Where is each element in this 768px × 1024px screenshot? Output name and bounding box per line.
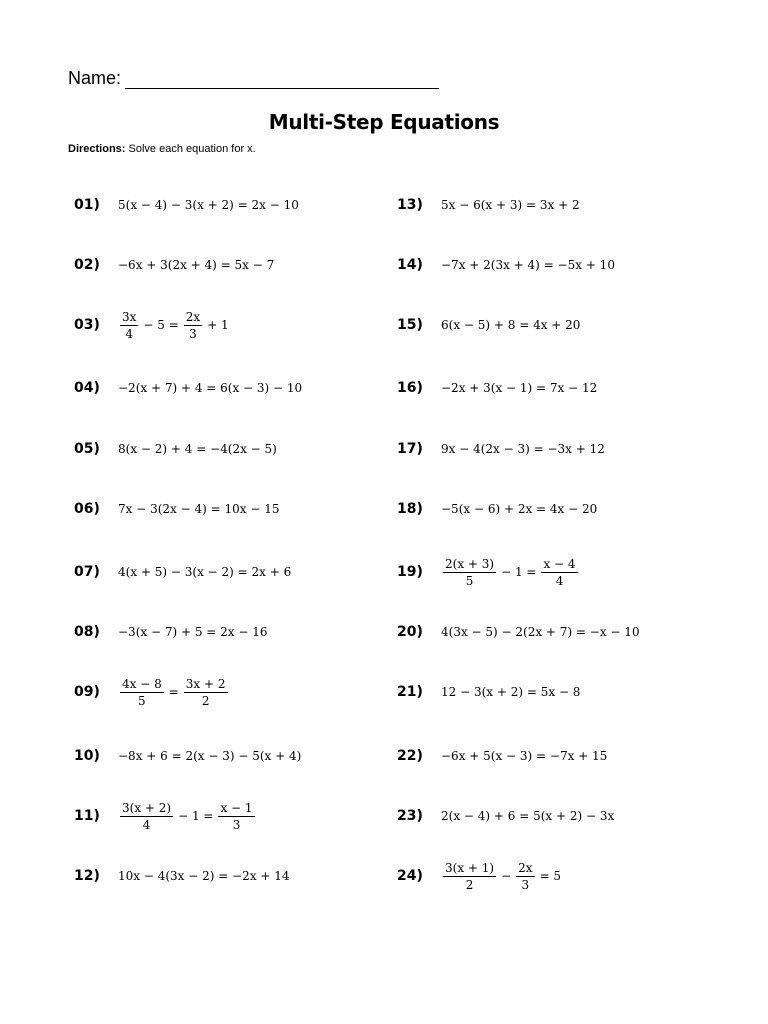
denominator: 3 bbox=[232, 817, 241, 832]
numerator: 2x bbox=[518, 860, 533, 875]
problem-number: 17) bbox=[397, 441, 423, 457]
equation-operator: − 1 = bbox=[501, 565, 537, 579]
problem-number: 18) bbox=[397, 501, 423, 517]
problem-item bbox=[397, 612, 640, 652]
equation: −5(x − 6) + 2x = 4x − 20 bbox=[441, 502, 598, 516]
denominator: 4 bbox=[142, 817, 151, 832]
fraction bbox=[120, 801, 173, 832]
problem-item bbox=[74, 245, 274, 285]
problem-item bbox=[397, 672, 580, 712]
numerator: 4x − 8 bbox=[122, 676, 162, 691]
problem-number: 02) bbox=[74, 257, 100, 273]
fraction bbox=[184, 677, 228, 708]
equation: 7x − 3(2x − 4) = 10x − 15 bbox=[118, 502, 280, 516]
problem-number: 05) bbox=[74, 441, 100, 457]
problem-item bbox=[397, 856, 564, 896]
problem-item bbox=[397, 489, 597, 529]
denominator: 5 bbox=[465, 573, 474, 588]
denominator: 3 bbox=[521, 877, 530, 892]
directions-text: Solve each equation for x. bbox=[125, 143, 256, 155]
problem-number: 10) bbox=[74, 748, 100, 764]
problem-item bbox=[74, 856, 290, 896]
equation bbox=[118, 801, 257, 832]
problem-number: 01) bbox=[74, 197, 100, 213]
fraction bbox=[120, 677, 164, 708]
problem-item bbox=[74, 736, 301, 776]
problem-number: 13) bbox=[397, 197, 423, 213]
numerator: x − 4 bbox=[543, 556, 576, 571]
fraction bbox=[218, 801, 254, 832]
equation: −6x + 3(2x + 4) = 5x − 7 bbox=[118, 258, 275, 272]
problem-item bbox=[397, 305, 580, 345]
problem-item bbox=[74, 612, 268, 652]
denominator: 5 bbox=[138, 693, 146, 708]
equation-operator: − bbox=[501, 869, 512, 883]
problem-item bbox=[74, 489, 279, 529]
denominator: 4 bbox=[555, 573, 564, 588]
denominator: 2 bbox=[465, 877, 474, 892]
problem-number: 20) bbox=[397, 624, 423, 640]
problem-item bbox=[397, 245, 615, 285]
equation-operator: − 1 = bbox=[178, 809, 214, 823]
equation-tail: + 1 bbox=[207, 318, 229, 332]
numerator: 3x bbox=[122, 309, 137, 324]
numerator: x − 1 bbox=[220, 800, 253, 815]
problem-item bbox=[74, 305, 232, 345]
name-blank-line[interactable] bbox=[125, 68, 439, 89]
equation-operator: = bbox=[168, 685, 179, 699]
problem-number: 06) bbox=[74, 501, 100, 517]
equation: 4(x + 5) − 3(x − 2) = 2x + 6 bbox=[118, 565, 292, 579]
equation: 2(x − 4) + 6 = 5(x + 2) − 3x bbox=[441, 809, 615, 823]
equation: 6(x − 5) + 8 = 4x + 20 bbox=[441, 318, 581, 332]
fraction bbox=[516, 861, 534, 892]
problem-item bbox=[74, 368, 302, 408]
numerator: 3(x + 2) bbox=[122, 800, 172, 815]
fraction bbox=[184, 310, 202, 341]
denominator: 4 bbox=[125, 326, 134, 341]
problem-item bbox=[397, 185, 580, 225]
problem-number: 19) bbox=[397, 564, 423, 580]
fraction bbox=[541, 557, 577, 588]
equation-tail: = 5 bbox=[539, 869, 562, 883]
problem-item bbox=[74, 672, 230, 712]
numerator: 2x bbox=[185, 309, 201, 324]
equation: −3(x − 7) + 5 = 2x − 16 bbox=[118, 625, 268, 639]
problem-item bbox=[397, 552, 580, 592]
numerator: 3x + 2 bbox=[185, 676, 226, 691]
numerator: 3(x + 1) bbox=[445, 860, 495, 875]
equation: 9x − 4(2x − 3) = −3x + 12 bbox=[441, 442, 605, 456]
equation: −2(x + 7) + 4 = 6(x − 3) − 10 bbox=[118, 381, 303, 395]
equation: −2x + 3(x − 1) = 7x − 12 bbox=[441, 381, 598, 395]
numerator: 2(x + 3) bbox=[445, 556, 495, 571]
problem-item bbox=[74, 429, 277, 469]
fraction bbox=[443, 557, 496, 588]
equation: 4(3x − 5) − 2(2x + 7) = −x − 10 bbox=[441, 625, 640, 639]
problem-number: 03) bbox=[74, 317, 100, 333]
page-title: Multi-Step Equations bbox=[268, 110, 500, 134]
problem-number: 23) bbox=[397, 808, 423, 824]
problem-number: 11) bbox=[74, 808, 100, 824]
problem-number: 07) bbox=[74, 564, 100, 580]
problem-number: 09) bbox=[74, 684, 100, 700]
equation: 5(x − 4) − 3(x + 2) = 2x − 10 bbox=[118, 198, 299, 212]
problem-item bbox=[397, 429, 605, 469]
equation: 12 − 3(x + 2) = 5x − 8 bbox=[441, 685, 581, 699]
equation bbox=[441, 557, 580, 588]
equation: 8(x − 2) + 4 = −4(2x − 5) bbox=[118, 442, 277, 456]
problem-number: 24) bbox=[397, 868, 423, 884]
name-field-row bbox=[68, 68, 439, 89]
denominator: 3 bbox=[189, 326, 197, 341]
problem-number: 22) bbox=[397, 748, 423, 764]
equation bbox=[118, 677, 230, 708]
directions bbox=[68, 143, 256, 155]
problem-number: 04) bbox=[74, 380, 100, 396]
problem-number: 14) bbox=[397, 257, 423, 273]
equation: 10x − 4(3x − 2) = −2x + 14 bbox=[118, 869, 290, 883]
equation: −6x + 5(x − 3) = −7x + 15 bbox=[441, 749, 608, 763]
equation bbox=[118, 310, 232, 341]
denominator: 2 bbox=[201, 693, 210, 708]
equation-operator: − 5 = bbox=[143, 318, 179, 332]
name-label: Name: bbox=[68, 68, 122, 88]
problem-number: 16) bbox=[397, 380, 423, 396]
equation bbox=[441, 861, 564, 892]
equation: −7x + 2(3x + 4) = −5x + 10 bbox=[441, 258, 615, 272]
equation: −8x + 6 = 2(x − 3) − 5(x + 4) bbox=[118, 749, 302, 763]
equation: 5x − 6(x + 3) = 3x + 2 bbox=[441, 198, 580, 212]
problem-number: 08) bbox=[74, 624, 100, 640]
problem-item bbox=[74, 185, 299, 225]
directions-label: Directions: bbox=[68, 143, 126, 155]
problem-number: 15) bbox=[397, 317, 423, 333]
problem-item bbox=[74, 552, 291, 592]
problem-item bbox=[397, 368, 597, 408]
problem-item bbox=[397, 796, 614, 836]
fraction bbox=[120, 310, 138, 341]
problem-number: 21) bbox=[397, 684, 423, 700]
problem-item bbox=[397, 736, 607, 776]
problem-item bbox=[74, 796, 257, 836]
fraction bbox=[443, 861, 496, 892]
problem-number: 12) bbox=[74, 868, 100, 884]
